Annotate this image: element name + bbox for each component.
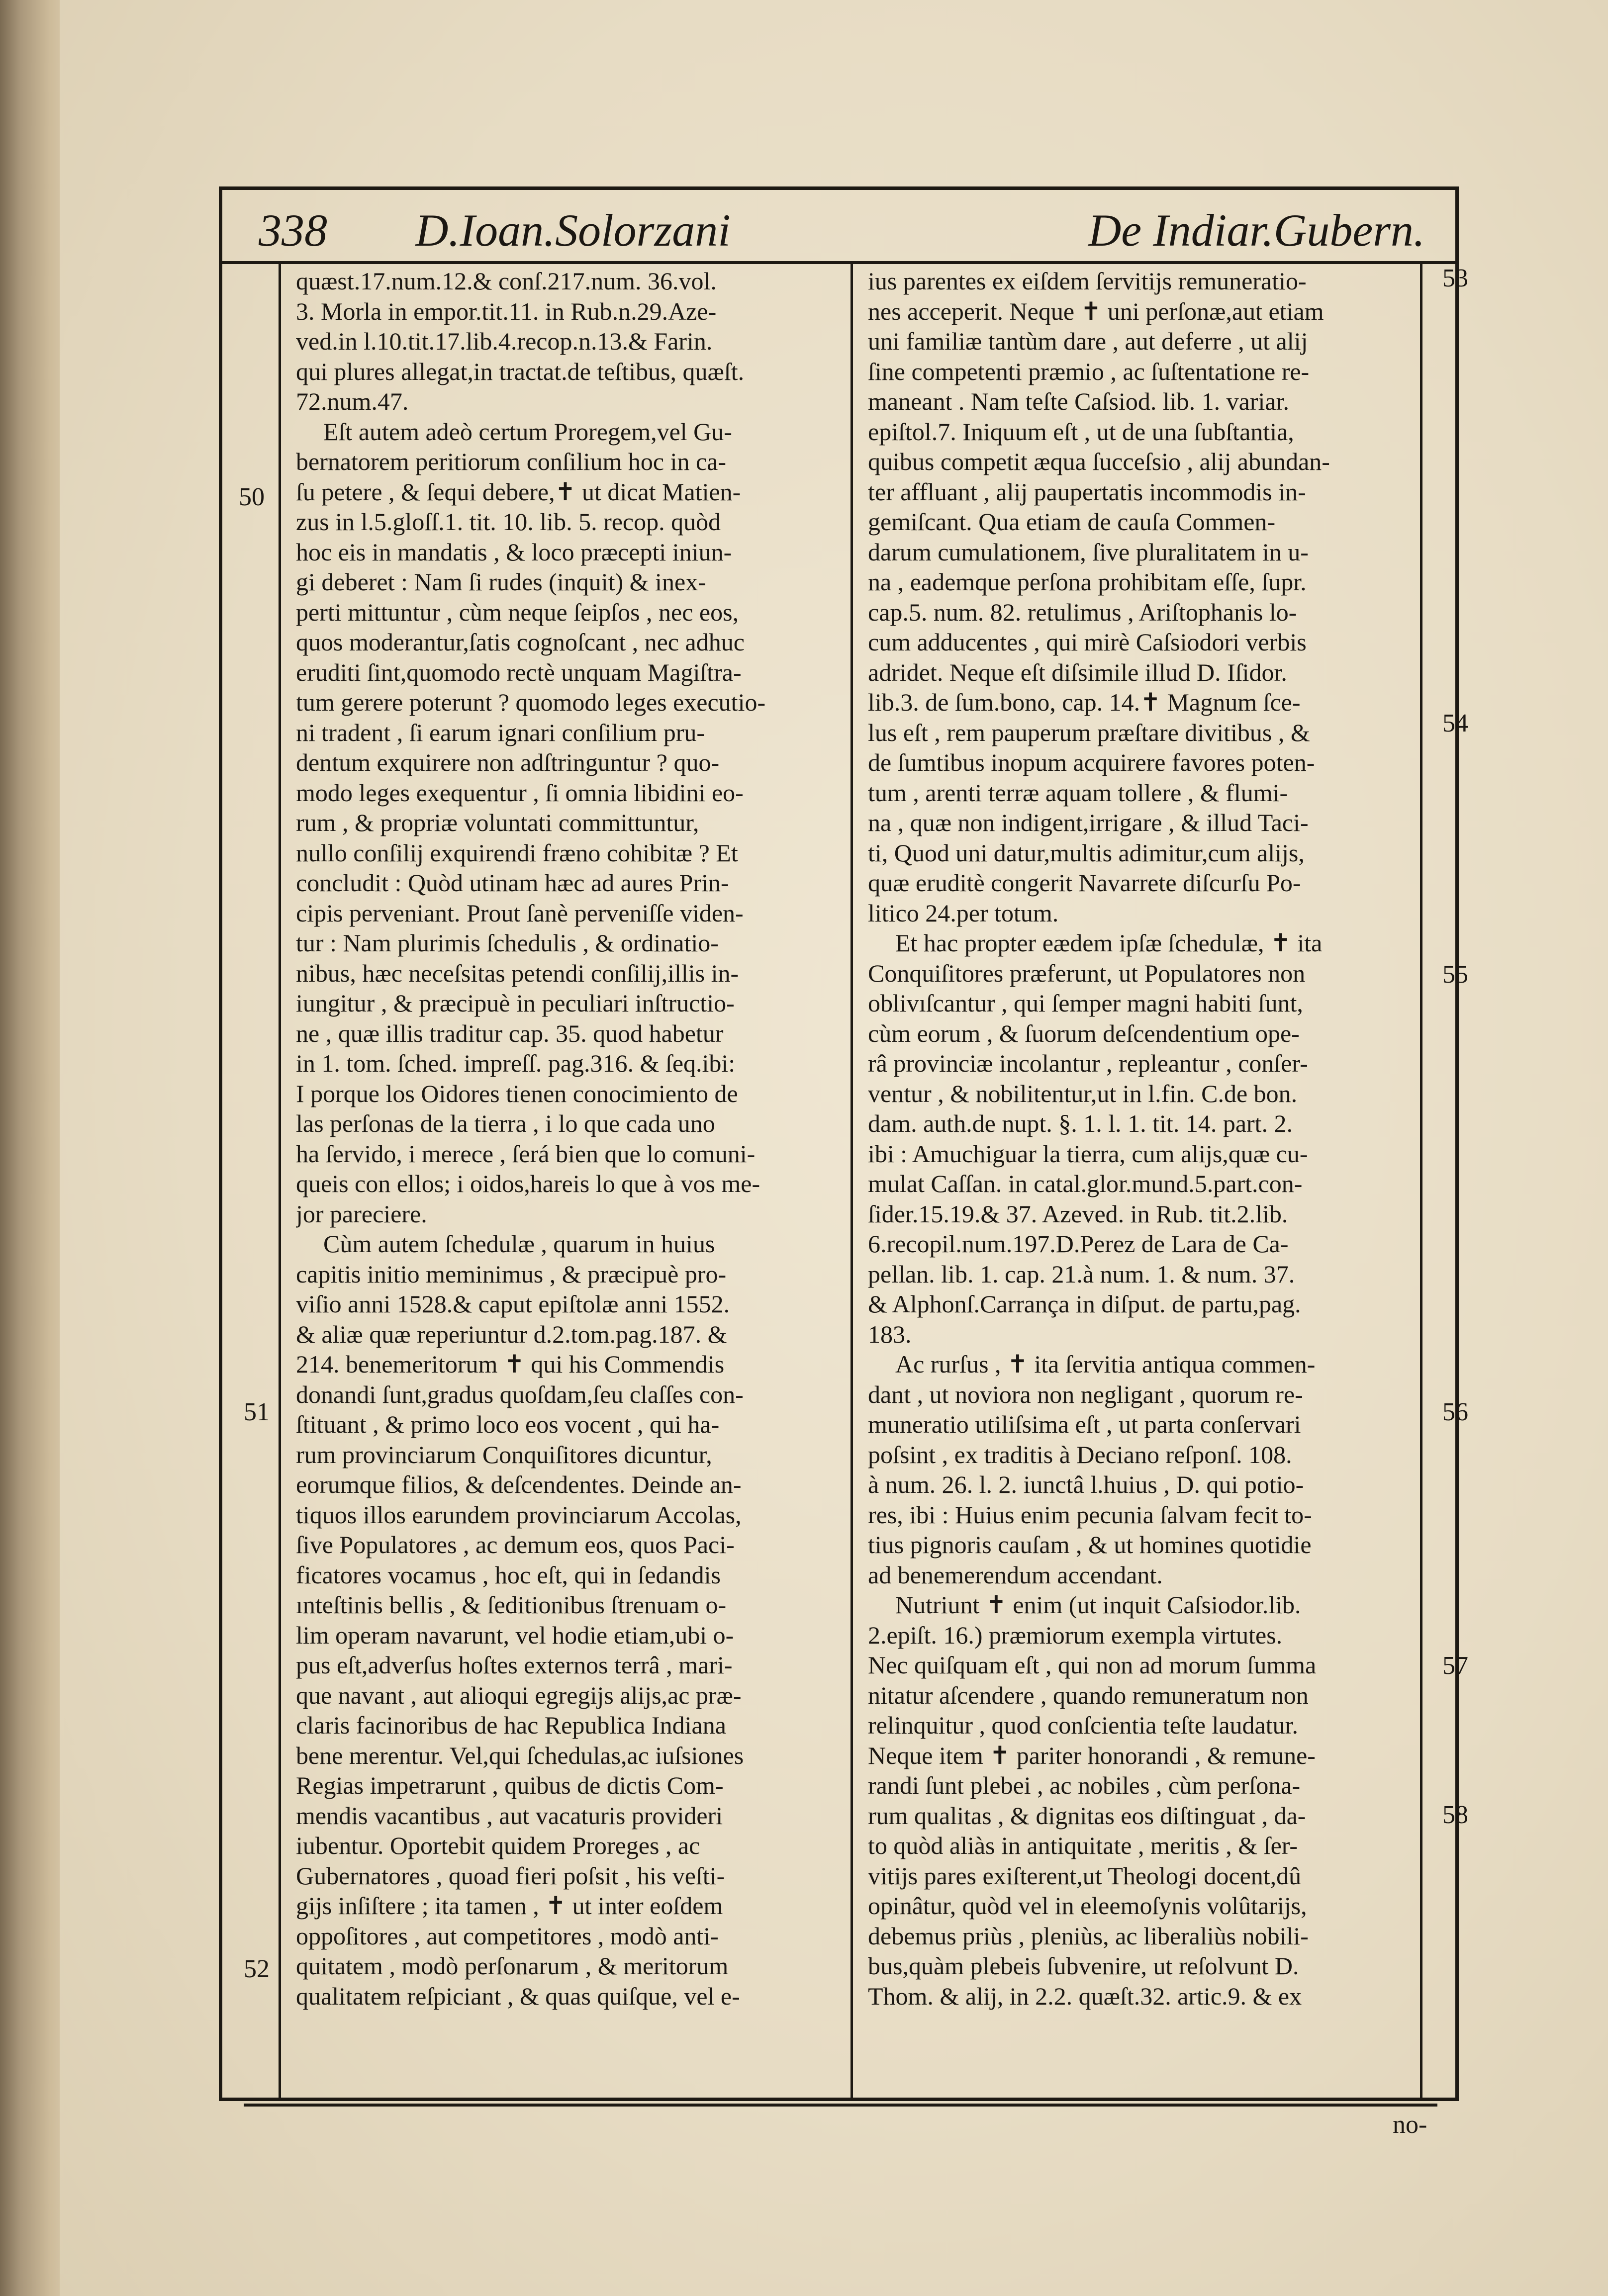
paragraph: Nutriunt ✝ enim (ut inquit Caſsiodor.lib. 2.epiſt. 16.) præmiorum exempla virtutes. Nec quiſquam eſt , qui non ad morum ſumma nitatur aſcendere , quando remuneratum non relinquitur , quod conſcientia teſte laudatur. Neque item ✝ pariter honorandi , & remune- randi ſunt plebei , ac nobiles , cùm perſona- rum qualitas , & dignitas eos diſtinguat , da- to quòd aliàs in antiquitate , meritis , & ſer- vitijs pares exiſterent,ut Theologi docent,dû opinâtur, quòd vel in eleemoſynis volûtarijs, debemus priùs , pleniùs, ac liberaliùs nobili- bus,quàm plebeis ſubvenire, ut reſolvunt D. Thom. & alij, in 2.2. quæſt.32. artic.9. & ex: [868, 1591, 1317, 2010]
margin-number: 51: [244, 1398, 270, 1426]
paragraph: ius parentes ex eiſdem ſervitijs remuneratio- nes acceperit. Neque ✝ uni perſonæ,aut etiam uni familiæ tantùm dare , aut deferre , ut alij ſine competenti præmio , ac ſuſtentatione re- maneant . Nam teſte Caſsiod. lib. 1. variar. epiſtol.7. Iniquum eſt , ut de una ſubſtantia, quibus competit æqua ſucceſsio , alij abundan- ter affluant , alij paupertatis incommodis in- gemiſcant. Qua etiam de cauſa Commen- darum cumulationem, ſive pluralitatem in u- na , eademque perſona prohibitam eſſe, ſupr. cap.5. num. 82. retulimus , Ariſtophanis lo- cum adducentes , qui mirè Caſsiodori verbis adridet. Neque eſt diſsimile illud D. Iſidor. lib.3. de ſum.bono, cap. 14.✝ Magnum ſce- lus eſt , rem pauperum præſtare divitibus , & de ſumtibus inopum acquirere favores poten- tum , arenti terræ aquam tollere , & flumi- na , quæ non indigent,irrigare , & illud Taci- ti, Quod uni datur,multis adimitur,cum alijs, quæ eruditè congerit Navarrete diſcurſu Po- litico 24.per totum.: [868, 267, 1330, 927]
margin-number: 58: [1442, 1801, 1468, 1829]
paragraph: Ac rurſus , ✝ ita ſervitia antiqua commen- dant , ut noviora non negligant , quorum re- muneratio utiliſsima eſt , ut parta conſervari poſsint , ex traditis à Deciano reſponſ. 108. à num. 26. l. 2. iunctâ l.huius , D. qui potio- res, ibi : Huius enim pecunia ſalvam fecit to- tius pignoris cauſam , & ut homines quotidie ad benemerendum accendant.: [868, 1350, 1316, 1589]
paragraph: Eſt autem adeò certum Proregem,vel Gu- bernatorem peritiorum conſilium hoc in ca- ſu petere , & ſequi debere,✝ ut dicat Matien- zus in l.5.gloſſ.1. tit. 10. lib. 5. recop. quòd hoc eis in mandatis , & loco præcepti iniun- gi deberet : Nam ſi rudes (inquit) & inex- perti mittuntur , cùm neque ſeipſos , nec eos, quos moderantur,ſatis cognoſcant , nec adhuc eruditi ſint,quomodo rectè unquam Magiſtra- tum gerere poterunt ? quomodo leges executio- ni tradent , ſi earum ignari conſilium pru- dentum exquirere non adſtringuntur ? quo- modo leges exequentur , ſi omnia libidini eo- rum , & propriæ voluntati committuntur, nullo conſilij exquirendi fræno cohibitæ ? Et concludit : Quòd utinam hæc ad aures Prin- cipis perveniant. Prout ſanè perveniſſe viden- tur : Nam plurimis ſchedulis , & ordinatio- nibus, hæc neceſsitas petendi conſilij,illis in- iungitur , & præcipuè in peculiari inſtructio- ne , quæ illis traditur cap. 35. quod habetur in 1. tom. ſched. impreſſ. pag.316. & ſeq.ibi: I porque los Oidores tienen conocimiento de las perſonas de la tierra , i lo que cada uno ha ſervido, i merece , ſerá bien que lo comuni- queis con ellos; i oidos,hareis lo que à vos me- jor pareciere.: [296, 417, 766, 1228]
paragraph: quæst.17.num.12.& conſ.217.num. 36.vol. 3. Morla in empor.tit.11. in Rub.n.29.Aze- ved.in l.10.tit.17.lib.4.recop.n.13.& Farin. qui plures allegat,in tractat.de teſtibus, quæſt. 72.num.47.: [296, 267, 745, 415]
paragraph: Et hac propter eædem ipſæ ſchedulæ, ✝ ita Conquiſitores præferunt, ut Populatores non oblivıſcantur , qui ſemper magni habiti ſunt, cùm eorum , & ſuorum deſcendentium ope- râ provinciæ incolantur , repleantur , conſer- ventur , & nobilitentur,ut in l.fin. C.de bon. dam. auth.de nupt. §. 1. l. 1. tit. 14. part. 2. ibi : Amuchiguar la tierra, cum alijs,quæ cu- mulat Caſſan. in catal.glor.mund.5.part.con- ſider.15.19.& 37. Azeved. in Rub. tit.2.lib. 6.recopil.num.197.D.Perez de Lara de Ca- pellan. lib. 1. cap. 21.à num. 1. & num. 37. & Alphonſ.Carrança in diſput. de partu,pag. 183.: [868, 929, 1323, 1348]
page-number: 338: [259, 205, 327, 256]
running-head-title: De Indiar.Gubern.: [1088, 205, 1425, 256]
left-column-rule: [279, 261, 281, 2101]
middle-column-rule: [851, 261, 853, 2101]
margin-number: 55: [1442, 960, 1468, 989]
margin-number: 53: [1442, 264, 1468, 292]
margin-number: 57: [1442, 1652, 1468, 1680]
margin-number: 56: [1442, 1398, 1468, 1426]
running-head-author: D.Ioan.Solorzani: [415, 205, 731, 256]
margin-number: 52: [244, 1955, 270, 1983]
paragraph: Cùm autem ſchedulæ , quarum in huius capitis initio meminimus , & præcipuè pro- viſio anni 1528.& caput epiſtolæ anni 1552. & aliæ quæ reperiuntur d.2.tom.pag.187. & 214. benemeritorum ✝ qui his Commendis donandi ſunt,gradus quoſdam,ſeu claſſes con- ſtituant , & primo loco eos vocent , qui ha- rum provinciarum Conquiſitores dicuntur, eorumque filios, & deſcendentes. Deinde an- tiquos illos earundem provinciarum Accolas, ſive Populatores , ac demum eos, quos Paci- ficatores vocamus , hoc eſt, qui in ſedandis ınteſtinis bellis , & ſeditionibus ſtrenuam o- lim operam navarunt, vel hodie etiam,ubi o- pus eſt,adverſus hoſtes externos terrâ , mari- que navant , aut alioqui egregijs alijs,ac præ- claris facinoribus de hac Republica Indiana bene merentur. Vel,qui ſchedulas,ac iuſsiones Regias impetrarunt , quibus de dictis Com- mendis vacantibus , aut vacaturis provideri iubentur. Oportebit quidem Proreges , ac Gubernatores , quoad fieri poſsit , his veſti- gijs inſiſtere ; ita tamen , ✝ ut inter eoſdem oppoſitores , aut competitores , modò anti- quitatem , modò perſonarum , & meritorum qualitatem reſpiciant , & quas quiſque, vel e-: [296, 1230, 744, 2010]
right-column-rule: [1420, 261, 1422, 2101]
left-text-column: [296, 266, 838, 2081]
page-binding-edge: [0, 0, 70, 2296]
footer-rule: [244, 2104, 1437, 2107]
header-rule: [219, 261, 1459, 264]
margin-number: 54: [1442, 709, 1468, 737]
right-text-column: [868, 266, 1405, 2081]
catchword: no-: [1393, 2111, 1427, 2139]
running-head: [251, 193, 1425, 268]
margin-number: 50: [239, 483, 265, 511]
